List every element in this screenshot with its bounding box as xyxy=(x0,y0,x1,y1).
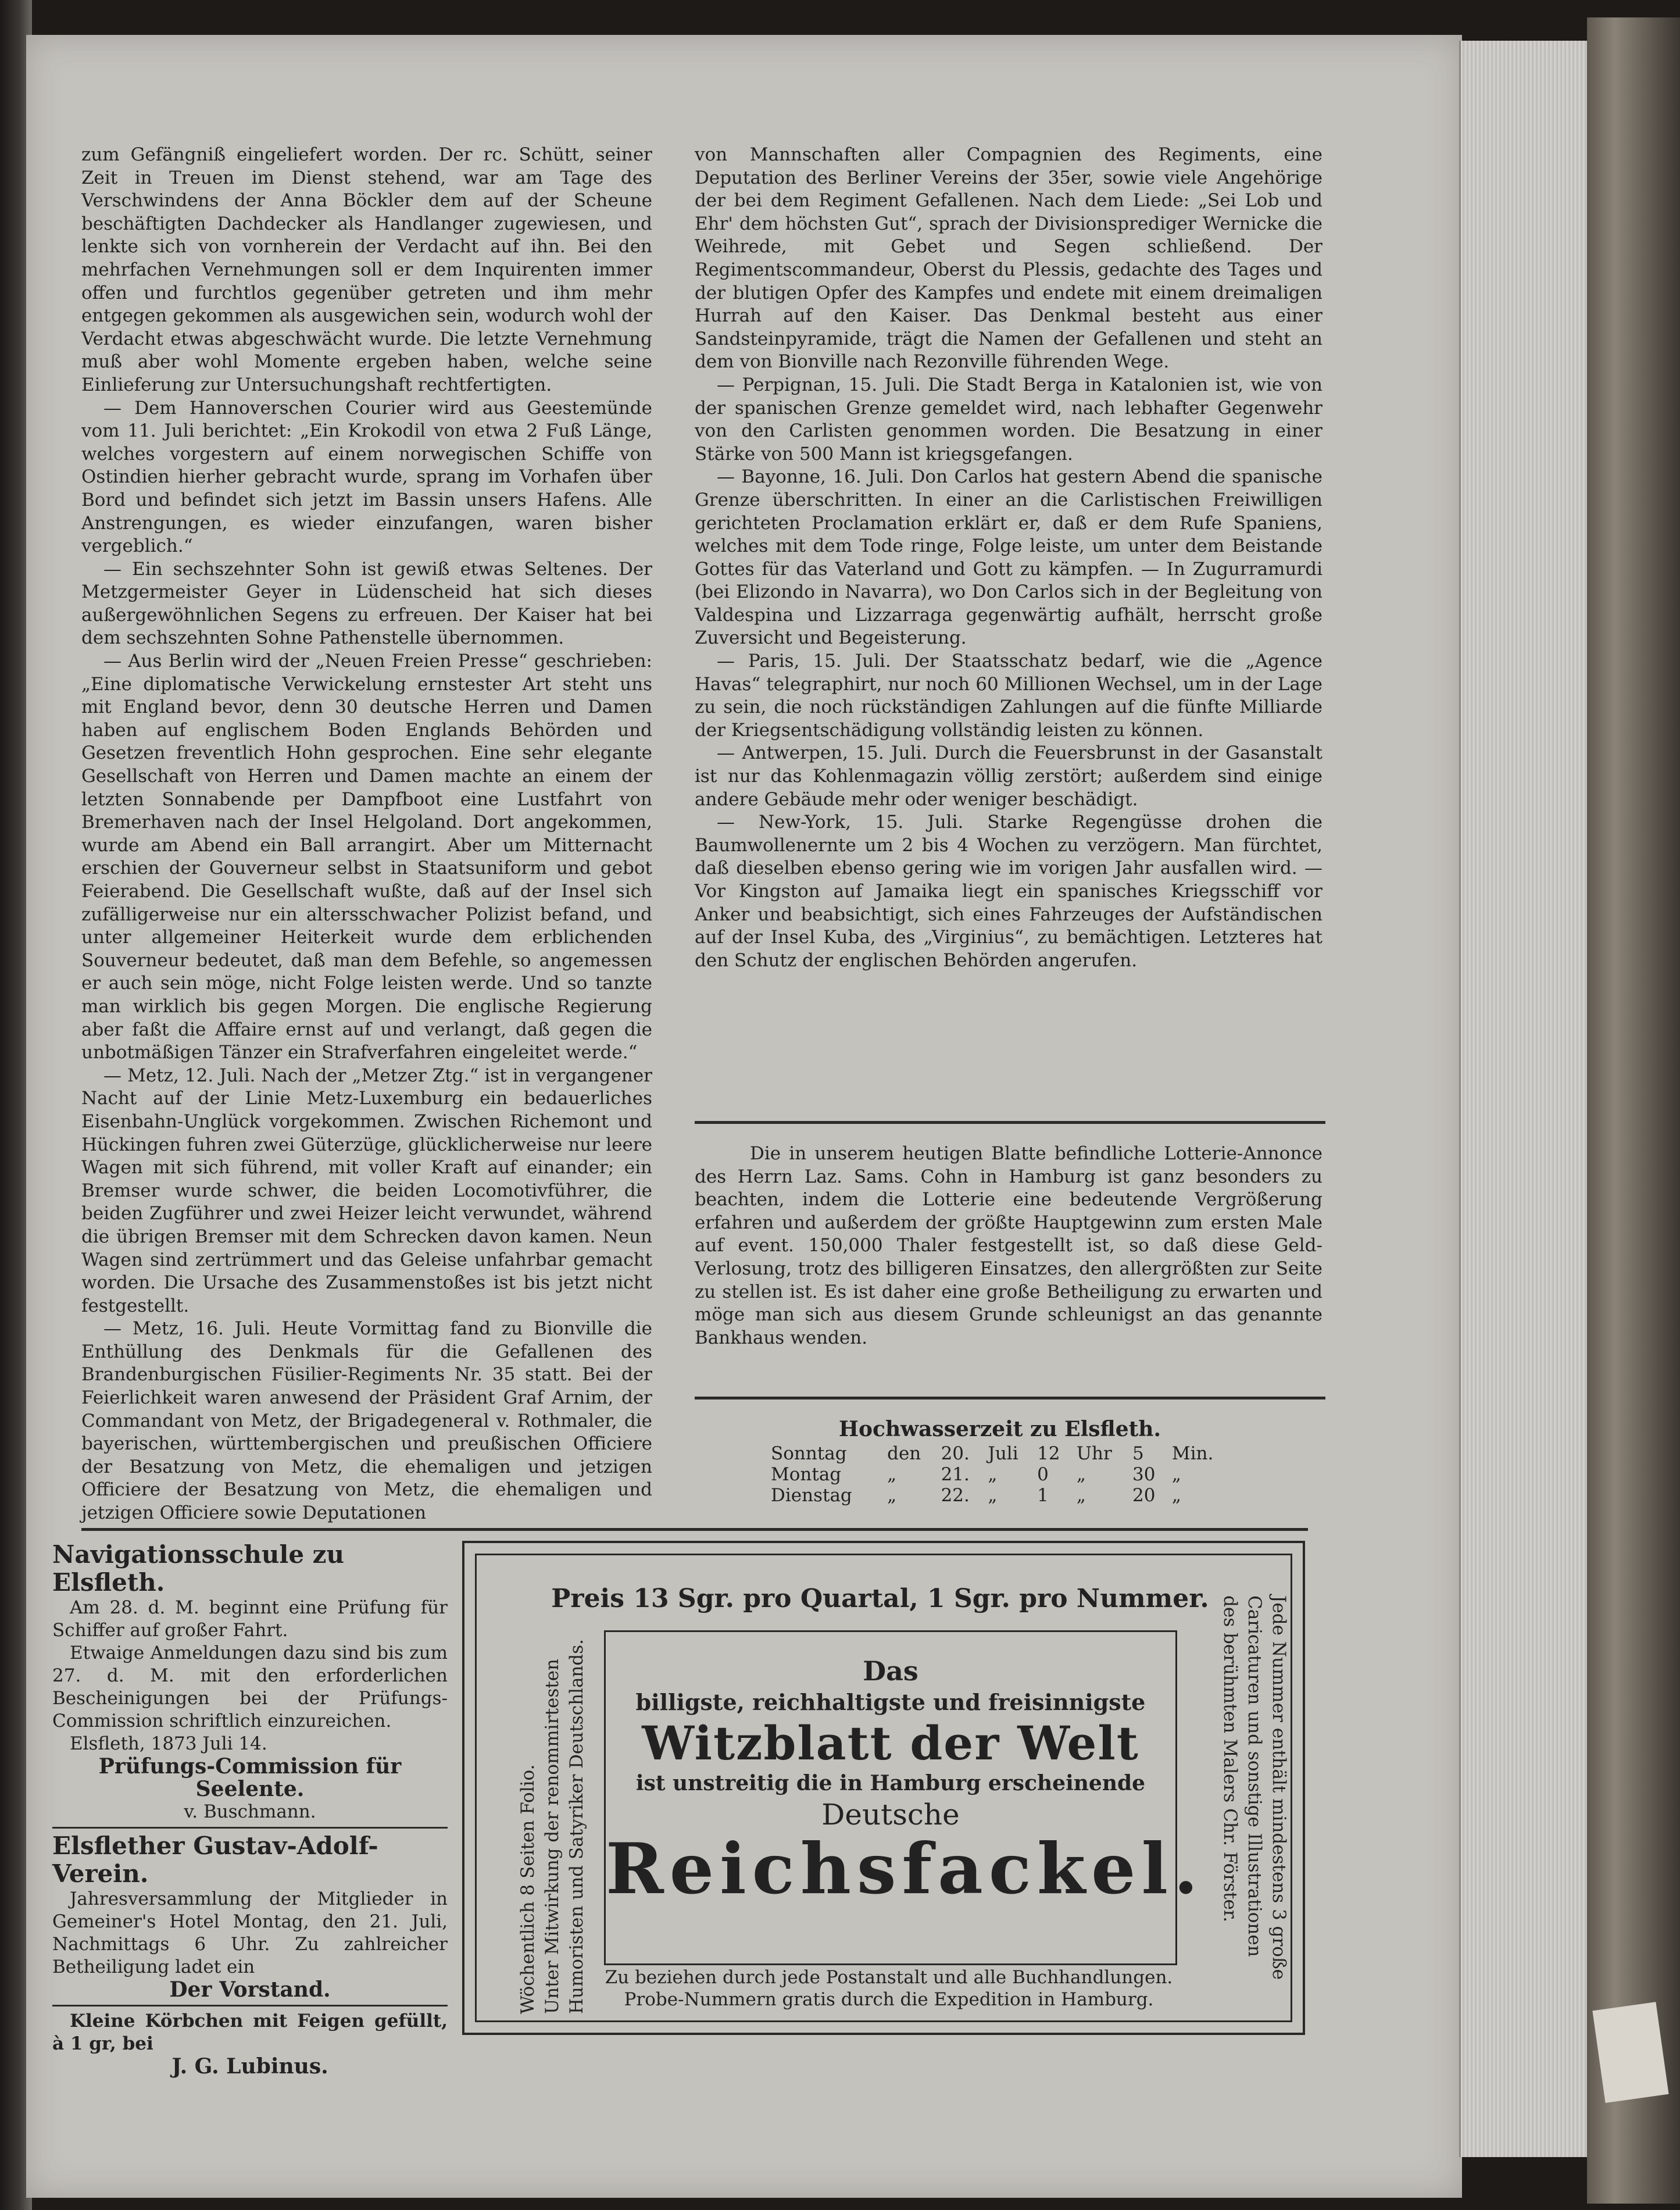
ad-right-vertical-text xyxy=(1191,1595,1296,2014)
ad-vertical-line: des berühmten Malers Chr. Förster. xyxy=(1220,1595,1241,1923)
tide-row xyxy=(767,1464,1232,1485)
section-divider xyxy=(81,1528,1308,1531)
tide-cell: 1 xyxy=(1037,1485,1049,1506)
article-paragraph: zum Gefängniß eingeliefert worden. Der rc. Schütt, seiner Zeit in Treuen im Dienst stehend, war am Tage des Verschwindens der Anna Böckler dem auf der Scheune beschäftigten Dachdecker als Handlanger zugewiesen, und lenkte sich von vornherein der Verdacht auf ihn. Bei den mehrfachen Vernehmungen soll er dem Inquirenten immer offen und furchtlos gegenüber getreten und ihm mehr entgegen gekommen als ausgewichen sein, wodurch wohl der Verdacht etwas abgeschwächt wurde. Die letzte Vernehmung muß aber wohl Momente ergeben haben, welche seine Einlieferung zur Untersuchungshaft rechtfertigten. xyxy=(81,144,652,395)
article-paragraph: — Bayonne, 16. Juli. Don Carlos hat gestern Abend die spanische Grenze überschritten. In einer an die Carlistischen Freiwilligen gerichteten Proclamation erklärt er, daß er dem Rufe Spaniens, welches mit dem Tode ringe, Folge leiste, um unter dem Beistande Gottes für das Vaterland und Gott zu kämpfen. — In Zugurramurdi (bei Elizondo in Navarra), wo Don Carlos sich in der Begleitung von Valdespina und Lizzarraga gegenwärtig aufhält, herrscht große Zuversicht und Begeisterung. xyxy=(695,466,1322,649)
article-paragraph: von Mannschaften aller Compagnien des Regiments, eine Deputation des Berliner Vereins der 35er, sowie viele Angehörige der bei dem Regiment Gefallenen. Nach dem Liede: „Sei Lob und Ehr' dem höchsten Gut“, sprach der Divisionsprediger Wernicke die Weihrede, mit Gebet und Segen schließend. Der Regimentscommandeur, Oberst du Plessis, gedachte des Tages und der blutigen Opfer des Kampfes und endete mit einem dreimaligen Hurrah auf den Kaiser. Das Denkmal besteht aus einer Sandsteinpyramide, trägt die Namen der Gefallenen und steht an dem von Bionville nach Rezonville führenden Wege. xyxy=(695,144,1322,373)
ad-center-panel xyxy=(604,1630,1204,1965)
tide-cell: Min. xyxy=(1171,1443,1214,1464)
ad-vertical-line: Wöchentlich 8 Seiten Folio. xyxy=(517,1764,538,2014)
article-paragraph: — Paris, 15. Juli. Der Staatsschatz bedarf, wie die „Agence Havas“ telegraphirt, nur noch 60 Millionen Wechsel, um in der Lage zu sein, die noch rückständigen Zahlungen auf die fünfte Milliarde der Kriegsentschädigung vollständig leisten zu können. xyxy=(695,651,1322,741)
tide-cell: 0 xyxy=(1037,1464,1049,1485)
book-binding xyxy=(1587,17,1680,2204)
ad-reichsfackel-title: Reichsfackel. xyxy=(606,1828,1204,1910)
ad-left-vertical-text xyxy=(517,1619,592,2014)
tide-cell: „ xyxy=(1076,1464,1086,1485)
article-paragraph: — Aus Berlin wird der „Neuen Freien Presse“ geschrieben: „Eine diplomatische Verwickelung ernstester Art steht uns mit England bevor, denn 30 deutsche Herren und Damen haben auf englischem Boden Englands Behörden und Gesetzen freventlich Hohn gesprochen. Eine sehr elegante Gesellschaft von Herren und Damen machte an einem der letzten Sonnabende per Dampfboot eine Lustfahrt von Bremerhaven nach der Insel Helgoland. Dort angekommen, wurde am Abend ein Ball arrangirt. Aber um Mitternacht erschien der Gouverneur selbst in Staatsuniform und gebot Feierabend. Die Gesellschaft wußte, daß auf der Insel sich zufälligerweise nur ein altersschwacher Polizist befand, und unter allgemeiner Heiterkeit wurde dem erblichenden Souverneur bedeutet, daß man dem Befehle, so angemessen er auch sein möge, nicht Folge leisten werde. Und so tanzte man wirklich bis gegen Morgen. Die englische Regierung aber faßt die Affaire ernst auf und verlangt, daß gegen die unbotmäßigen Tänzer ein Strafverfahren eingeleitet werde.“ xyxy=(81,651,652,1063)
ad-price-line: Preis 13 Sgr. pro Quartal, 1 Sgr. pro Nummer. xyxy=(551,1584,1209,1613)
gustav-adolf-verein-text: Jahresversammlung der Mitglieder in Gemeiner's Hotel Montag, den 21. Juli, Nachmittags 6 Uhr. Zu zahlreicher Betheiligung ladet ein xyxy=(52,1888,448,1977)
navigation-school-text: Am 28. d. M. beginnt eine Prüfung für Schiffer auf großer Fahrt. xyxy=(52,1597,448,1641)
figs-notice-signature: J. G. Lubinus. xyxy=(171,2054,328,2079)
tide-cell: 5 xyxy=(1132,1443,1144,1464)
tide-cell: 21. xyxy=(941,1464,970,1485)
ad-tagline: billigste, reichhaltigste und freisinnigste xyxy=(635,1689,1146,1715)
ad-deutsche: Deutsche xyxy=(821,1798,960,1831)
notice-divider xyxy=(52,2005,448,2007)
gustav-adolf-verein-title: Elsflether Gustav-Adolf-Verein. xyxy=(52,1831,378,1888)
article-paragraph: — Dem Hannoverschen Courier wird aus Geestemünde vom 11. Juli berichtet: „Ein Krokodil von etwa 2 Fuß Länge, welches vorgestern auf einem norwegischen Schiffe von Ostindien hierher gebracht wurde, sprang im Vorhafen über Bord und befindet sich jetzt im Bassin unsers Hafens. Alle Anstrengungen, es wieder einzufangen, waren bisher vergeblich.“ xyxy=(81,397,652,557)
ad-vertical-line: Unter Mitwirkung der renommirtesten xyxy=(542,1658,563,2014)
notice-divider xyxy=(52,1827,448,1829)
navigation-school-name: v. Buschmann. xyxy=(184,1801,316,1822)
navigation-school-text: Etwaige Anmeldungen dazu sind bis zum 27. d. M. mit den erforderlichen Bescheinigungen bei der Prüfungs-Commission schriftlich einzureichen. xyxy=(52,1643,448,1731)
article-paragraph: — Metz, 16. Juli. Heute Vormittag fand zu Bionville die Enthüllung des Denkmals für die Gefallenen des Brandenburgischen Füsilier-Regiments Nr. 35 statt. Bei der Feierlichkeit waren anwesend der Präsident Graf Arnim, der Commandant von Metz, der Brigadegeneral v. Rothmaler, die bayerischen, württembergischen und preußischen Officiere der Besatzung von Metz, die ehemaligen und jetzigen Officiere der Besatzung von Metz, die ehemaligen und jetzigen Officiere sowie Deputationen xyxy=(81,1318,652,1524)
navigation-school-date: Elsfleth, 1873 Juli 14. xyxy=(70,1733,267,1754)
tide-cell: „ xyxy=(887,1485,897,1506)
navigation-school-title: Navigationsschule zu Elsfleth. xyxy=(52,1540,345,1597)
ad-vertical-line: Jede Nummer enthält mindestens 3 große xyxy=(1268,1595,1289,1980)
reichsfackel-advertisement xyxy=(462,1541,1305,2035)
tide-times xyxy=(767,1443,1232,1506)
tide-cell: 30 xyxy=(1132,1464,1156,1485)
ad-bottom-line: Probe-Nummern gratis durch die Expedition in Hamburg. xyxy=(624,1989,1154,2010)
notices-column xyxy=(52,1541,448,2078)
right-column xyxy=(695,144,1322,972)
lottery-text: Die in unserem heutigen Blatte befindliche Lotterie-Annonce des Herrn Laz. Sams. Cohn in Hamburg ist ganz besonders zu beachten, indem die Lotterie eine bedeutende Vergrößerung erfahren und außerdem der größte Hauptgewinn zum ersten Male auf event. 150,000 Thaler festgestellt ist, so daß diese Geld-Verlosung, trotz des billigeren Einsatzes, den allergrößten zur Seite zu stellen ist. Es ist daher eine große Betheiligung zu erwarten und möge man sich aus diesem Grunde schleunigst an das genannte Bankhaus wenden. xyxy=(695,1143,1322,1348)
tide-cell: 20. xyxy=(941,1443,970,1464)
ad-das: Das xyxy=(863,1655,918,1687)
tide-cell: Sonntag xyxy=(771,1443,847,1464)
tide-cell: „ xyxy=(988,1464,998,1485)
tide-cell: „ xyxy=(887,1464,897,1485)
tide-cell: Uhr xyxy=(1076,1443,1112,1464)
tide-title: Hochwasserzeit zu Elsfleth. xyxy=(839,1417,1161,1441)
tide-cell: 12 xyxy=(1037,1443,1060,1464)
ad-vertical-line: Caricaturen und sonstige Illustrationen xyxy=(1244,1595,1265,1957)
tide-cell: „ xyxy=(1076,1485,1086,1506)
section-divider xyxy=(695,1121,1325,1124)
tide-table xyxy=(767,1419,1232,1506)
tide-cell: 20 xyxy=(1132,1485,1156,1506)
ad-vertical-line: Humoristen und Satyriker Deutschlands. xyxy=(566,1638,587,2014)
tide-cell: Dienstag xyxy=(771,1485,852,1506)
tide-cell: Montag xyxy=(771,1464,842,1485)
article-paragraph: — Ein sechszehnter Sohn ist gewiß etwas Seltenes. Der Metzgermeister Geyer in Lüdenscheid hat sich dieses außergewöhnlichen Segens zu erfreuen. Der Kaiser hat bei dem sechszehnten Sohne Pathenstelle übernommen. xyxy=(81,558,652,649)
article-paragraph: — Perpignan, 15. Juli. Die Stadt Berga in Katalonien ist, wie von der spanischen Grenze gemeldet wird, nach lebhafter Gegenwehr von den Carlisten genommen worden. Die Besatzung in einer Stärke von 500 Mann ist kriegsgefangen. xyxy=(695,374,1322,465)
ad-bottom-lines xyxy=(604,1966,1174,2011)
article-paragraph: — Antwerpen, 15. Juli. Durch die Feuersbrunst in der Gasanstalt ist nur das Kohlenmagazin völlig zerstört; außerdem sind einige andere Gebäude mehr oder weniger beschädigt. xyxy=(695,742,1322,810)
ad-bottom-line: Zu beziehen durch jede Postanstalt und alle Buchhandlungen. xyxy=(605,1967,1173,1988)
page-stack-edge xyxy=(1459,41,1589,2157)
figs-notice-text: Kleine Körbchen mit Feigen gefüllt, à 1 gr, bei xyxy=(52,2011,448,2054)
article-paragraph: — Metz, 12. Juli. Nach der „Metzer Ztg.“ ist in vergangener Nacht auf der Linie Metz-Luxemburg ein bedauerliches Eisenbahn-Unglück vorgekommen. Zwischen Richemont und Hückingen fuhren zwei Güterzüge, glücklicherweise nur leere Wagen mit sich führend, mit voller Kraft auf einander; ein Bremser wurde schwer, die beiden Locomotivführer, die beiden Zugführer und zwei Heizer leicht verwundet, während die übrigen Bremser mit dem Schrecken davon kamen. Neun Wagen sind zertrümmert und das Geleise unfahrbar gemacht worden. Die Ursache des Zusammenstoßes ist bis jetzt nicht festgestellt. xyxy=(81,1065,652,1316)
tide-row xyxy=(767,1485,1232,1506)
ad-witzblatt: Witzblatt der Welt xyxy=(642,1716,1139,1770)
navigation-school-signature: Prüfungs-Commission für Seelente. xyxy=(98,1754,402,1801)
tide-cell: „ xyxy=(1171,1464,1181,1485)
ad-subline: ist unstreitig die in Hamburg erscheinende xyxy=(635,1771,1146,1795)
tide-cell: den xyxy=(887,1443,921,1464)
gustav-adolf-verein-signature: Der Vorstand. xyxy=(169,1977,331,2002)
tide-row xyxy=(767,1443,1232,1464)
tide-cell: 22. xyxy=(941,1485,970,1506)
left-column xyxy=(81,144,652,1525)
tide-cell: „ xyxy=(1171,1485,1181,1506)
tide-cell: Juli xyxy=(988,1443,1018,1464)
section-divider xyxy=(695,1397,1325,1399)
lottery-notice xyxy=(695,1143,1322,1349)
article-paragraph: — New-York, 15. Juli. Starke Regengüsse drohen die Baumwollenernte um 2 bis 4 Wochen zu verzögern. Man fürchtet, daß dieselben ebenso gering wie im vorigen Jahr ausfallen wird. — Vor Kingston auf Jamaika liegt ein spanisches Kriegsschiff vor Anker und beabsichtigt, sich eines Fahrzeuges der Aufständischen auf der Insel Kuba, des „Virginius“, zu bemächtigen. Letzteres hat den Schutz der englischen Behörden angerufen. xyxy=(695,812,1322,971)
tide-cell: „ xyxy=(988,1485,998,1506)
